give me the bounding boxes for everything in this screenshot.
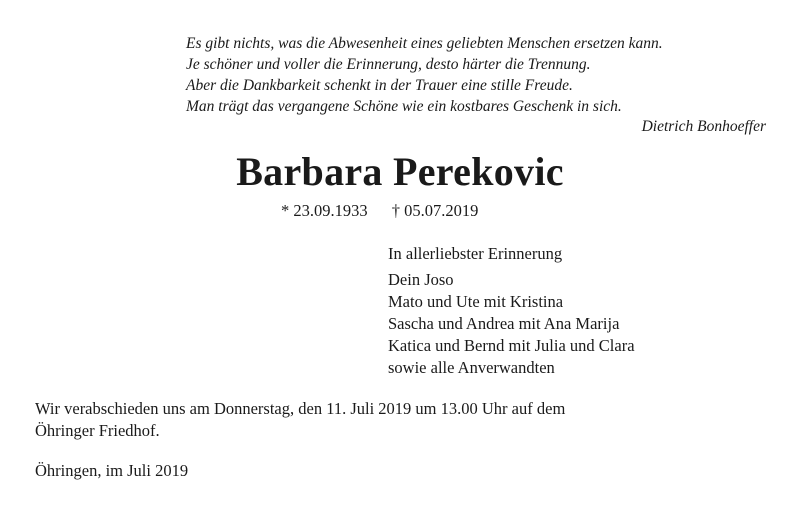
mourner-name: sowie alle Anverwandten xyxy=(388,358,555,377)
quote-line: Je schöner und voller die Erinnerung, desto härter die Trennung. xyxy=(186,56,591,73)
life-dates xyxy=(281,201,478,221)
mourners-heading: In allerliebster Erinnerung xyxy=(388,244,563,263)
mourner-name: Katica und Bernd mit Julia und Clara xyxy=(388,336,635,355)
mourner-name: Mato und Ute mit Kristina xyxy=(388,292,564,311)
memorial-quote xyxy=(186,33,766,137)
place-and-date: Öhringen, im Juli 2019 xyxy=(35,461,189,480)
quote-line: Aber die Dankbarkeit schenkt in der Trauer eine stille Freude. xyxy=(186,77,573,94)
funeral-notice xyxy=(35,398,755,442)
funeral-line: Öhringer Friedhof. xyxy=(35,421,160,440)
quote-line: Man trägt das vergangene Schöne wie ein kostbares Geschenk in sich. xyxy=(186,98,622,115)
mourner-name: Dein Joso xyxy=(388,270,454,289)
death-date: † 05.07.2019 xyxy=(391,201,479,220)
quote-line: Es gibt nichts, was die Abwesenheit eines geliebten Menschen ersetzen kann. xyxy=(186,35,663,52)
birth-date: * 23.09.1933 xyxy=(281,201,368,220)
quote-author: Dietrich Bonhoeffer xyxy=(641,118,766,135)
mourner-name: Sascha und Andrea mit Ana Marija xyxy=(388,314,620,333)
deceased-name: Barbara Perekovic xyxy=(236,149,564,194)
mourners-block xyxy=(388,243,635,379)
funeral-line: Wir verabschieden uns am Donnerstag, den 11. Juli 2019 um 13.00 Uhr auf dem xyxy=(35,399,566,418)
